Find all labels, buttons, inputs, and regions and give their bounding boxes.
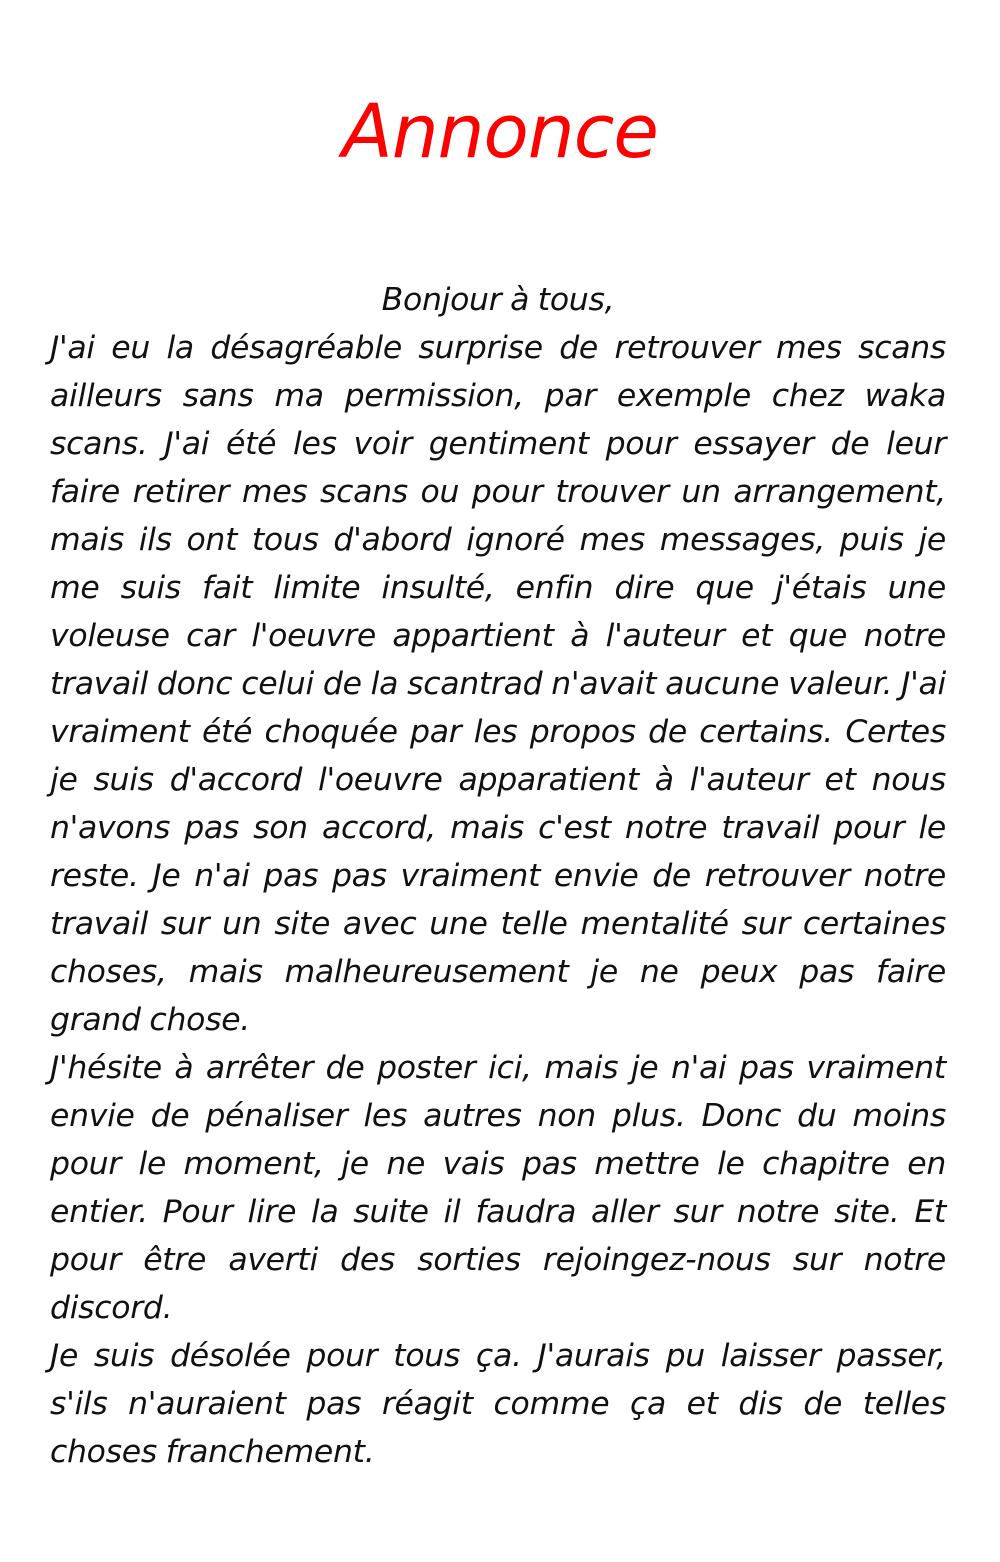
paragraph-1: J'ai eu la désagréable surprise de retrouver mes scans ailleurs sans ma permission, par exemple chez waka scans. J'ai été les voir gentiment pour essayer de leur faire retirer mes scans ou pour trouver un arrangement, mais ils ont tous d'abord ignoré mes messages, puis je me suis fait limite insulté, enfin dire que j'étais une voleuse car l'oeuvre appartient à l'auteur et que notre travail donc celui de la scantrad n'avait aucune valeur. J'ai vraiment été choquée par les propos de certains. Certes je suis d'accord l'oeuvre apparatient à l'auteur et nous n'avons pas son accord, mais c'est notre travail pour le reste. Je n'ai pas pas vraiment envie de retrouver notre travail sur un site avec une telle mentalité sur certaines choses, mais malheureusement je ne peux pas faire grand chose. bbox=[50, 330, 946, 1038]
paragraph-2: J'hésite à arrêter de poster ici, mais je n'ai pas vraiment envie de pénaliser les autres non plus. Donc du moins pour le moment, je ne vais pas mettre le chapitre en entier. Pour lire la suite il faudra aller sur notre site. Et pour être averti des sorties rejoingez-nous sur notre discord. bbox=[50, 1050, 946, 1326]
announcement-body bbox=[50, 276, 946, 1476]
greeting-line: Bonjour à tous, bbox=[381, 282, 615, 318]
paragraph-3: Je suis désolée pour tous ça. J'aurais pu laisser passer, s'ils n'auraient pas réagit comme ça et dis de telles choses franchement. bbox=[50, 1338, 946, 1470]
page-title: Annonce bbox=[342, 89, 658, 175]
